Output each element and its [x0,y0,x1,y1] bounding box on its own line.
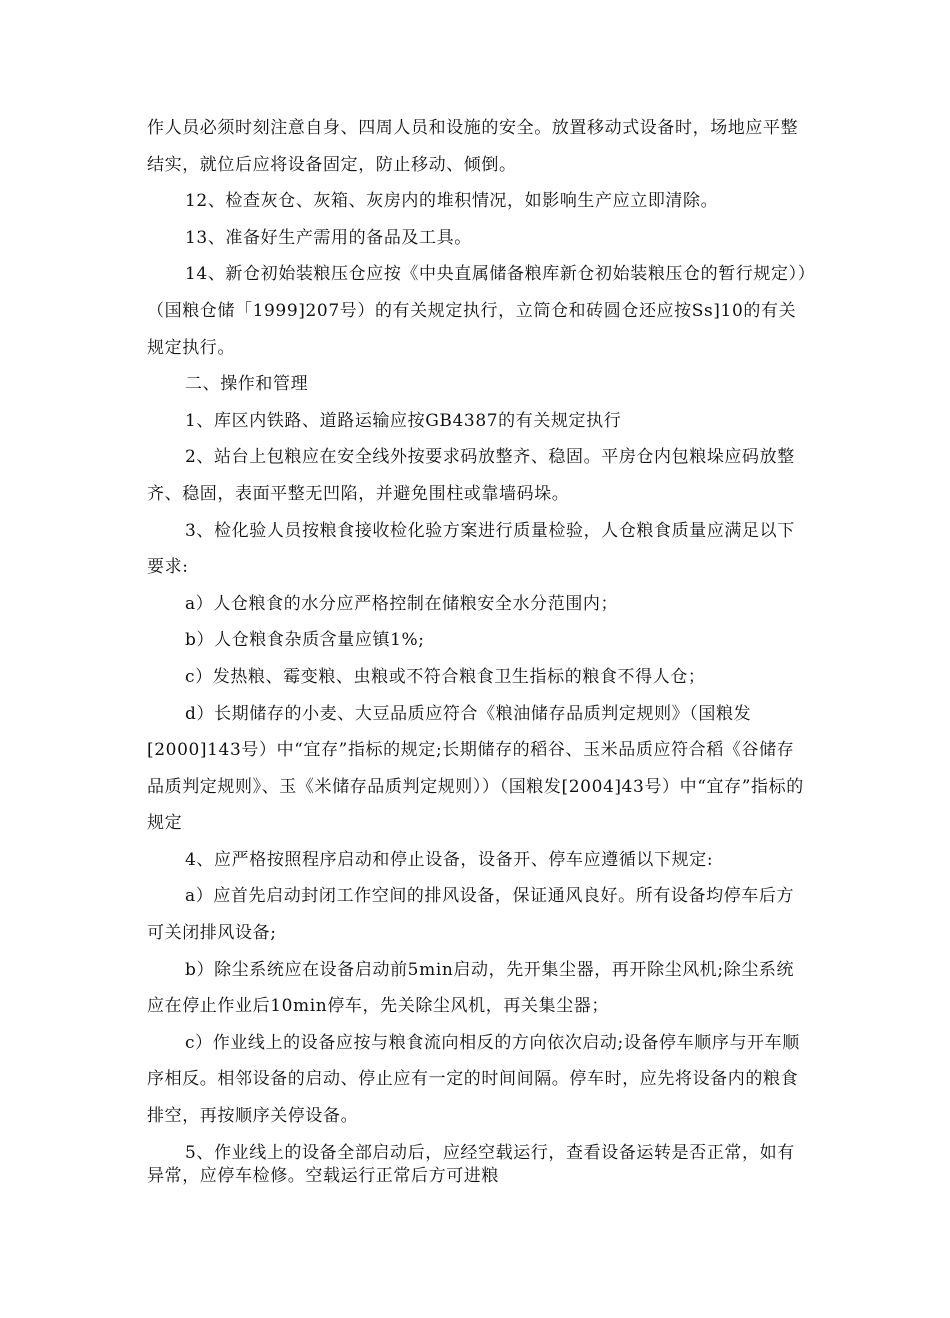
paragraph-item-3c: c）发热粮、霉变粮、虫粮或不符合粮食卫生指标的粮食不得人仓； [185,666,706,687]
paragraph-item-2: 2、站台上包粮应在安全线外按要求码放整齐、稳固。平房仓内包粮垛应码放整齐、稳固，表面平整无凹陷，并避免围柱或靠墙码垛。 [147,447,795,504]
paragraph-item-12: 12、检查灰仓、灰箱、灰房内的堆积情况，如影响生产应立即清除。 [185,191,719,212]
paragraph-item-13: 13、准备好生产需用的备品及工具。 [185,227,472,248]
paragraph-item-3a: a）人仓粮食的水分应严格控制在储粮安全水分范围内； [185,593,619,614]
paragraph-item-4: 4、应严格按照程序启动和停止设备，设备开、停车应遵循以下规定: [185,849,714,870]
paragraph-item-3b: b）人仓粮食杂质含量应镇1%; [185,630,425,651]
paragraph-item-4c: c）作业线上的设备应按与粮食流向相反的方向依次启动;设备停车顺序与开车顺序相反。相邻设备的启动、停止应有一定的时间间隔。停车时，应先将设备内的粮食排空，再按顺序关停设备。 [147,1032,800,1127]
paragraph-item-1: 1、库区内铁路、道路运输应按GB4387的有关规定执行 [185,410,622,431]
paragraph-continued-safety: 作人员必须时刻注意自身、四周人员和设施的安全。放置移动式设备时，场地应平整结实，就位后应将设备固定，防止移动、倾倒。 [147,118,799,175]
paragraph-item-5: 5、作业线上的设备全部启动后，应经空载运行，查看设备运转是否正常，如有异常，应停车检修。空载运行正常后方可进粮 [147,1142,795,1186]
paragraph-item-14: 14、新仓初始装粮压仓应按《中央直属储备粮库新仓初始装粮压仓的暂行规定））（国粮仓储「1999]207号）的有关规定执行，立筒仓和砖圆仓还应按Ss]10的有关规定执行。 [147,264,807,358]
paragraph-item-3d: d）长期储存的小麦、大豆品质应符合《粮油储存品质判定规则》（国粮发[2000]143号）中“宜存”指标的规定;长期储存的稻谷、玉米品质应符合稻《谷储存品质判定规则》、玉《米储存品质判定规则））（国粮发[2004]43号）中“宜存”指标的规定 [147,703,804,834]
paragraph-item-4a: a）应首先启动封闭工作空间的排风设备，保证通风良好。所有设备均停车后方可关闭排风设备; [147,886,795,944]
section-heading-operation: 二、操作和管理 [185,374,309,395]
document-body [147,110,807,1188]
paragraph-item-4b: b）除尘系统应在设备启动前5min启动，先开集尘器，再开除尘风机;除尘系统应在停止作业后10min停车，先关除尘风机，再关集尘器； [147,959,795,1017]
paragraph-item-3: 3、检化验人员按粮食接收检化验方案进行质量检验，人仓粮食质量应满足以下要求: [147,520,795,578]
